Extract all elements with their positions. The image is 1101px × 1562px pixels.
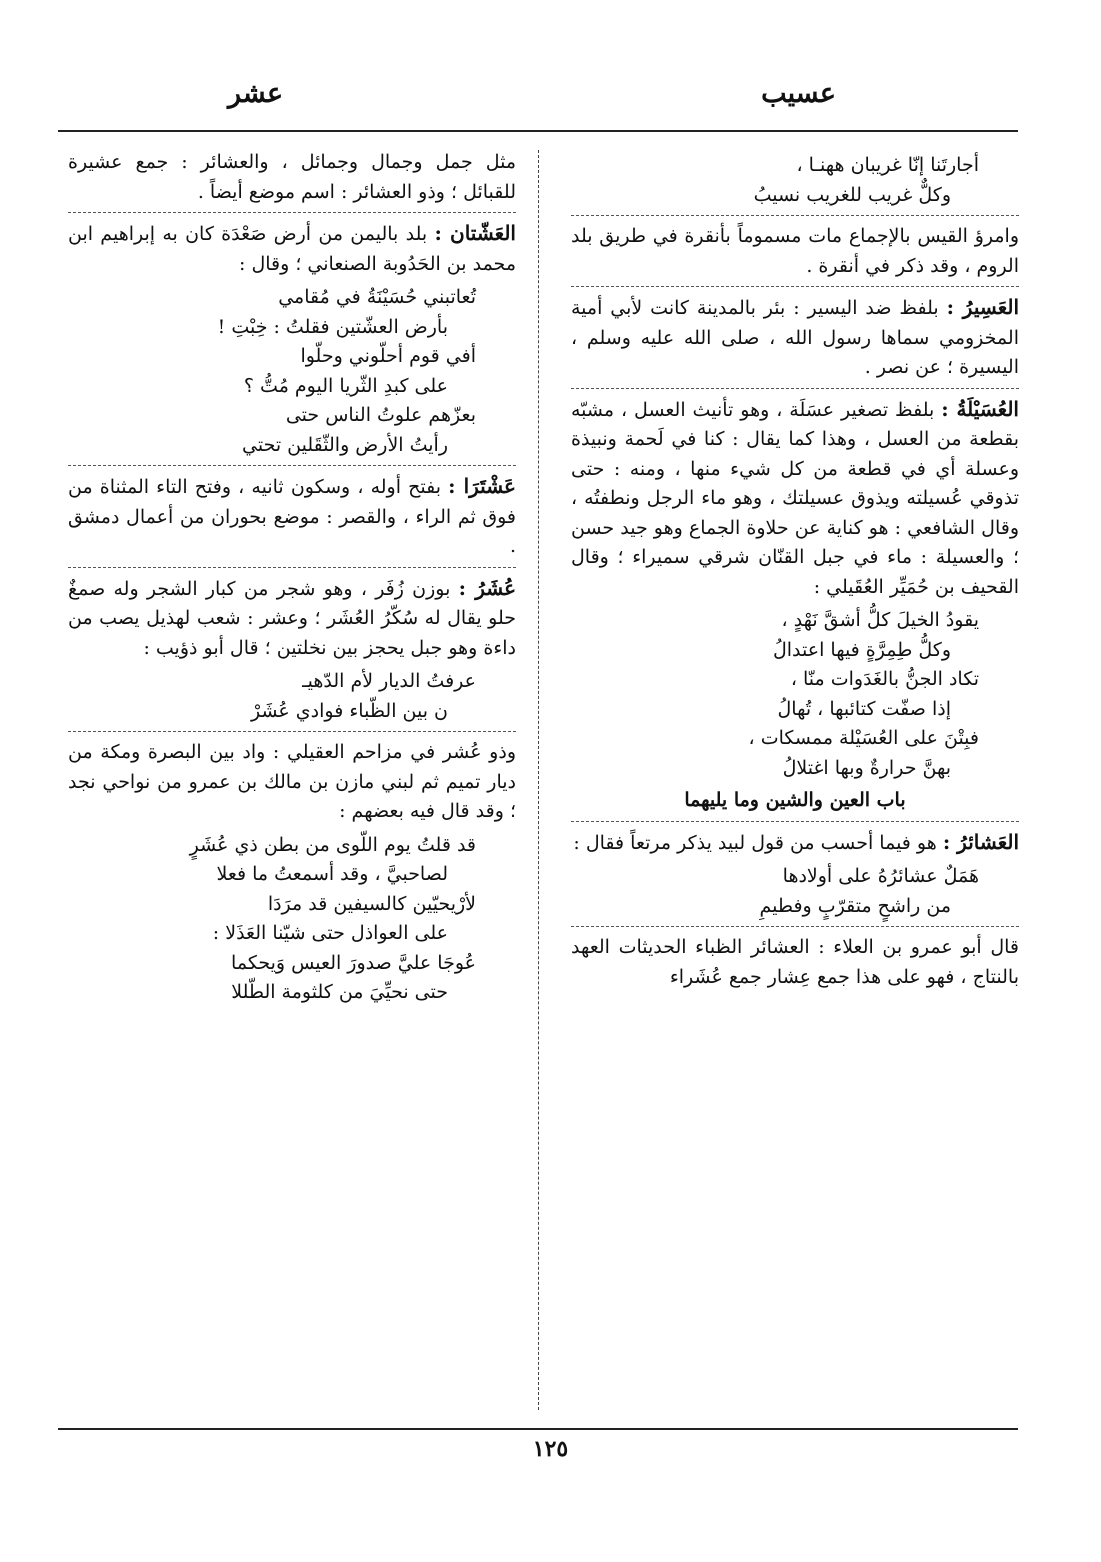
- running-head-right: عسيب: [761, 78, 836, 109]
- verse-line: وكلٌّ غريب للغريب نسيبُ: [753, 183, 951, 206]
- separator: [571, 388, 1019, 389]
- verse-line: بعزّهم علوتُ الناس حتى: [285, 404, 476, 426]
- verse-line: لأرْيحيّين كالسيفين قد مرَدَا: [267, 892, 476, 915]
- top-rule: [58, 130, 1018, 132]
- verse-line: على كبدِ الثّريا اليوم مُتُّ ؟: [243, 374, 448, 397]
- entry-headword: العَشائرُ :: [942, 829, 1019, 854]
- paragraph: وامرؤ القيس بالإجماع مات مسموماً بأنقرة في طريق بلد الروم ، وقد ذكر في أنقرة .: [571, 225, 1019, 277]
- verse-line: أجارتَنا إنّا غريبان ههنـا ،: [796, 154, 979, 176]
- entry-body: بوزن زُفَر ، وهو شجر من كبار الشجر وله صمغٌ حلو يقال له سُكّرُ العُشَر ؛ وعشر : شعب لهذيل يصب من داءة وهو جبل يحجز بين نخلتين ؛ قال أبو ذؤيب :: [68, 577, 516, 659]
- paragraph: مثل جمل وجمال وجمائل ، والعشائر : جمع عشيرة للقبائل ؛ وذو العشائر : اسم موضع أيضاً .: [68, 151, 516, 203]
- right-column: [571, 148, 1019, 996]
- entry-body: بلفظ ضد اليسير : بئر بالمدينة كانت لأبي أمية المخزومي سماها رسول الله ، صلى الله عليه وسلم ، اليسيرة ؛ عن نصر .: [571, 297, 1019, 378]
- dictionary-entry: [68, 472, 516, 562]
- paragraph: وذو عُشر في مزاحم العقيلي : واد بين البصرة ومكة من ديار تميم ثم لبني مازن بن مالك بن عمرو من نواحي نجد ؛ وقد قال فيه بعضهم :: [68, 741, 516, 822]
- separator: [68, 212, 516, 213]
- dictionary-entry: [571, 828, 1019, 859]
- verse-block: [571, 862, 1019, 921]
- column-divider: [538, 150, 540, 1410]
- verse-line: عُوجَا عليَّ صدورَ العيس وَيحكما: [231, 951, 476, 974]
- separator: [571, 286, 1019, 287]
- verse-block: [571, 606, 1019, 783]
- verse-line: رأيتُ الأرض والثّقَلين تحتي: [242, 433, 448, 456]
- entry-body: بلد باليمن من أرض صَعْدَة كان به إبراهيم ابن محمد بن الحَدُوبة الصنعاني ؛ وقال :: [68, 223, 516, 275]
- dictionary-entry: [571, 395, 1019, 603]
- verse-line: فبِتْنَ على العُسَيْلة ممسكات ،: [748, 727, 979, 749]
- verse-line: تكاد الجنُّ بالغَدَوات منّا ،: [790, 668, 979, 690]
- verse-line: أفي قوم أحلّوني وحلّوا: [300, 345, 476, 367]
- entry-headword: العَشّتان :: [434, 221, 516, 245]
- entry-body: هو فيما أحسب من قول لبيد يذكر مرتعاً فقال :: [573, 831, 937, 854]
- left-column: [68, 148, 516, 1011]
- separator: [571, 821, 1019, 822]
- entry-headword: العُسَيْلَةُ :: [941, 396, 1019, 421]
- entry-body: بفتح أوله ، وسكون ثانيه ، وفتح التاء المثناة من فوق ثم الراء ، والقصر : موضع بحوران من أعمال دمشق .: [68, 476, 516, 557]
- separator: [68, 465, 516, 466]
- verse-line: حتى نحيِّيَ من كلثومة الطّللا: [231, 981, 448, 1003]
- section-heading: باب العين والشين وما يليهما: [684, 789, 906, 811]
- page-number: ١٢٥: [532, 1436, 569, 1462]
- verse-block: [68, 831, 516, 1008]
- dictionary-entry: [68, 574, 516, 664]
- dictionary-entry: [68, 219, 516, 279]
- entry-body: بلفظ تصغير عسَلَة ، وهو تأنيث العسل ، مشبّه بقطعة من العسل ، وهذا كما يقال : كنا في لَحمة ونبيذة وعسلة أي في قطعة من كل شيء منها ، ومنه : حتى تذوقي عُسيلته ويذوق عسيلتك ، وهو ماء الرجل ونطفتُه ، وقال الشافعي : هو كناية عن حلاوة الجماع وهو جيد حسن ؛ والعسيلة : ماء في جبل القنّان شرقي سميراء ؛ وقال القحيف بن حُمَيِّر العُقَيلي :: [571, 398, 1019, 598]
- separator: [571, 215, 1019, 216]
- verse-line: عرفتُ الديار لأم الدّهيـ: [302, 670, 476, 692]
- verse-line: بأرض العشّتين فقلتُ : خِبْتِ !: [217, 315, 448, 338]
- verse-line: لصاحبيَّ ، وقد أسمعتُ ما فعلا: [216, 863, 448, 885]
- verse-line: هَمَلٌ عشائرُهُ على أولادها: [782, 865, 979, 887]
- verse-line: بهنَّ حرارةٌ وبها اغتلالُ: [782, 756, 951, 779]
- verse-block: [68, 283, 516, 460]
- bottom-rule: [58, 1428, 1018, 1430]
- verse-block: [571, 151, 1019, 210]
- verse-line: من راشحٍ متقرّبٍ وفطيمِ: [759, 894, 951, 917]
- entry-headword: عُشَرُ :: [458, 575, 517, 600]
- verse-line: يقودُ الخيلَ كلُّ أشقَّ نَهْدٍ ،: [781, 609, 979, 631]
- entry-headword: عَشْتَرَا :: [448, 474, 516, 498]
- paragraph: قال أبو عمرو بن العلاء : العشائر الظباء الحديثات العهد بالنتاج ، فهو على هذا جمع عِشار جمع عُشَراء: [571, 936, 1019, 988]
- verse-block: [68, 667, 516, 726]
- entry-headword: العَسِيرُ :: [946, 295, 1020, 319]
- running-head-left: عشر: [228, 78, 284, 109]
- dictionary-entry: [571, 293, 1019, 383]
- separator: [571, 926, 1019, 927]
- verse-line: إذا صفّت كتائبها ، تُهالُ: [777, 697, 951, 720]
- verse-line: على العواذل حتى شيّنا العَذَلا :: [212, 922, 448, 944]
- verse-line: قد قلتُ يوم اللّوى من بطن ذي عُشَرٍ: [189, 833, 476, 856]
- verse-line: تُعاتبني حُسَيْنَةُ في مُقامي: [278, 286, 476, 308]
- verse-line: ن بين الظّباء فوادي عُشَرْ: [251, 699, 448, 722]
- separator: [68, 731, 516, 732]
- verse-line: وكلُّ طِمِرَّةٍ فيها اعتدالُ: [772, 638, 951, 661]
- separator: [68, 567, 516, 568]
